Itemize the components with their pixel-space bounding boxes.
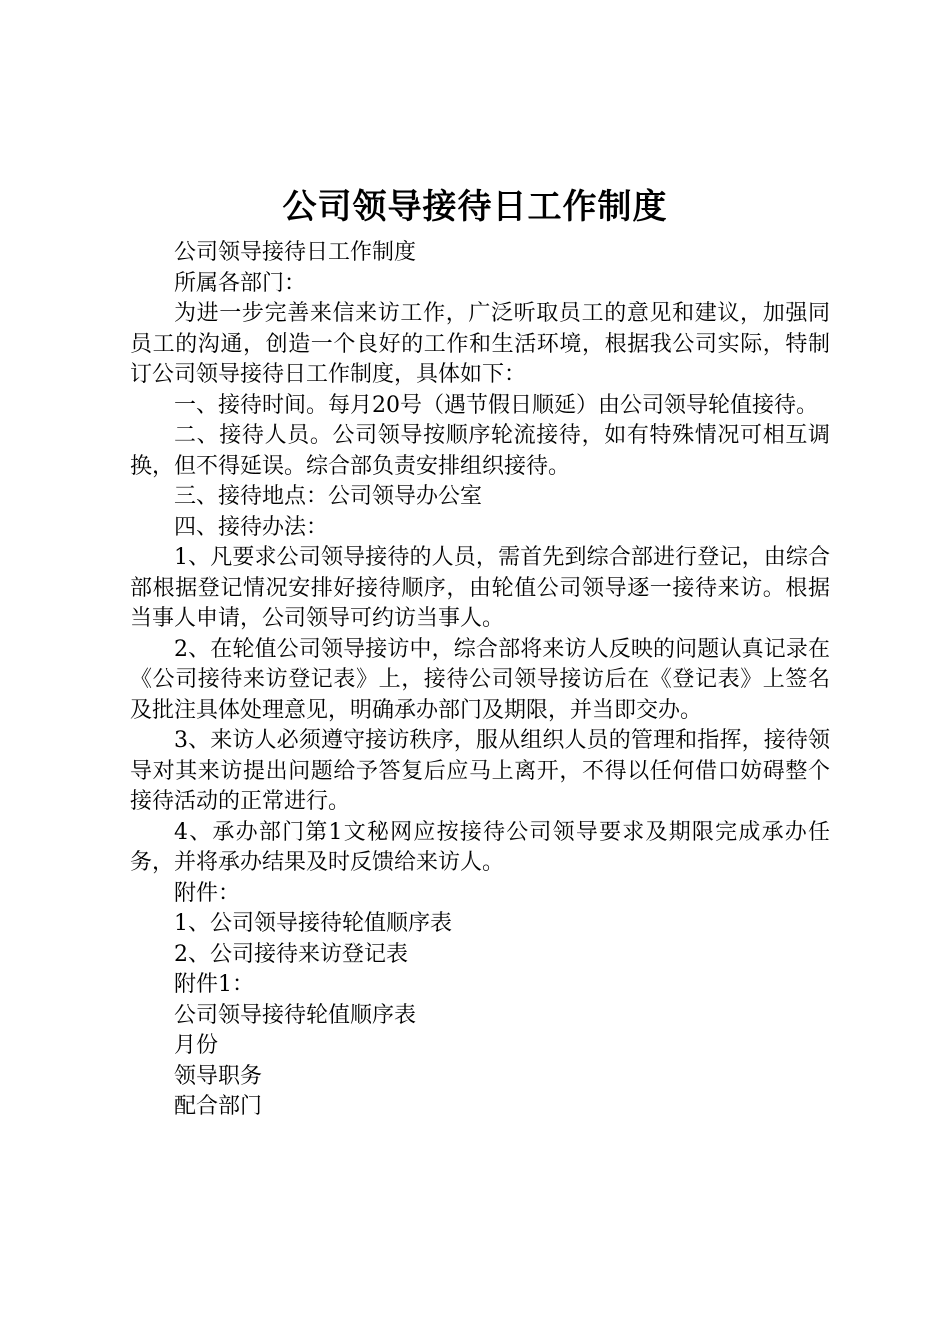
paragraph-section-2: 二、接待人员。公司领导按顺序轮流接待，如有特殊情况可相互调换，但不得延误。综合部负责安排组织接待。 — [130, 423, 830, 479]
paragraph-method-1: 1、凡要求公司领导接待的人员，需首先到综合部进行登记，由综合部根据登记情况安排好接待顺序，由轮值公司领导逐一接待来访。根据当事人申请，公司领导可约访当事人。 — [130, 545, 830, 631]
paragraph-subtitle: 公司领导接待日工作制度 — [174, 240, 417, 265]
paragraph-table-header-month: 月份 — [174, 1033, 219, 1058]
paragraph-section-4: 四、接待办法： — [174, 514, 329, 540]
paragraph-attachments-heading: 附件： — [174, 880, 241, 906]
document-body — [130, 238, 830, 1123]
paragraph-attachment-item-2: 2、公司接待来访登记表 — [174, 941, 408, 967]
document-title: 公司领导接待日工作制度 — [282, 187, 668, 227]
paragraph-section-1: 一、接待时间。每月20号（遇节假日顺延）由公司领导轮值接待。 — [174, 392, 818, 418]
paragraph-method-2: 2、在轮值公司领导接访中，综合部将来访人反映的问题认真记录在《公司接待来访登记表》上，接待公司领导接访后在《登记表》上签名及批注具体处理意见，明确承办部门及期限，并当即交办。 — [130, 636, 830, 723]
paragraph-method-4: 4、承办部门第1文秘网应按接待公司领导要求及期限完成承办任务，并将承办结果及时反馈给来访人。 — [130, 819, 830, 875]
paragraph-table-title: 公司领导接待轮值顺序表 — [174, 1002, 417, 1028]
paragraph-intro: 为进一步完善来信来访工作，广泛听取员工的意见和建议，加强同员工的沟通，创造一个良好的工作和生活环境，根据我公司实际，特制订公司领导接待日工作制度，具体如下： — [130, 301, 830, 387]
paragraph-section-3: 三、接待地点：公司领导办公室 — [174, 484, 483, 509]
paragraph-attachment-1-heading: 附件1： — [174, 972, 254, 997]
paragraph-table-header-position: 领导职务 — [174, 1063, 263, 1089]
paragraph-table-header-department: 配合部门 — [174, 1094, 263, 1119]
paragraph-method-3: 3、来访人必须遵守接访秩序，服从组织人员的管理和指挥，接待领导对其来访提出问题给予答复后应马上离开，不得以任何借口妨碍整个接待活动的正常进行。 — [130, 728, 830, 814]
paragraph-addressee: 所属各部门： — [174, 270, 307, 296]
paragraph-attachment-item-1: 1、公司领导接待轮值顺序表 — [174, 911, 452, 936]
